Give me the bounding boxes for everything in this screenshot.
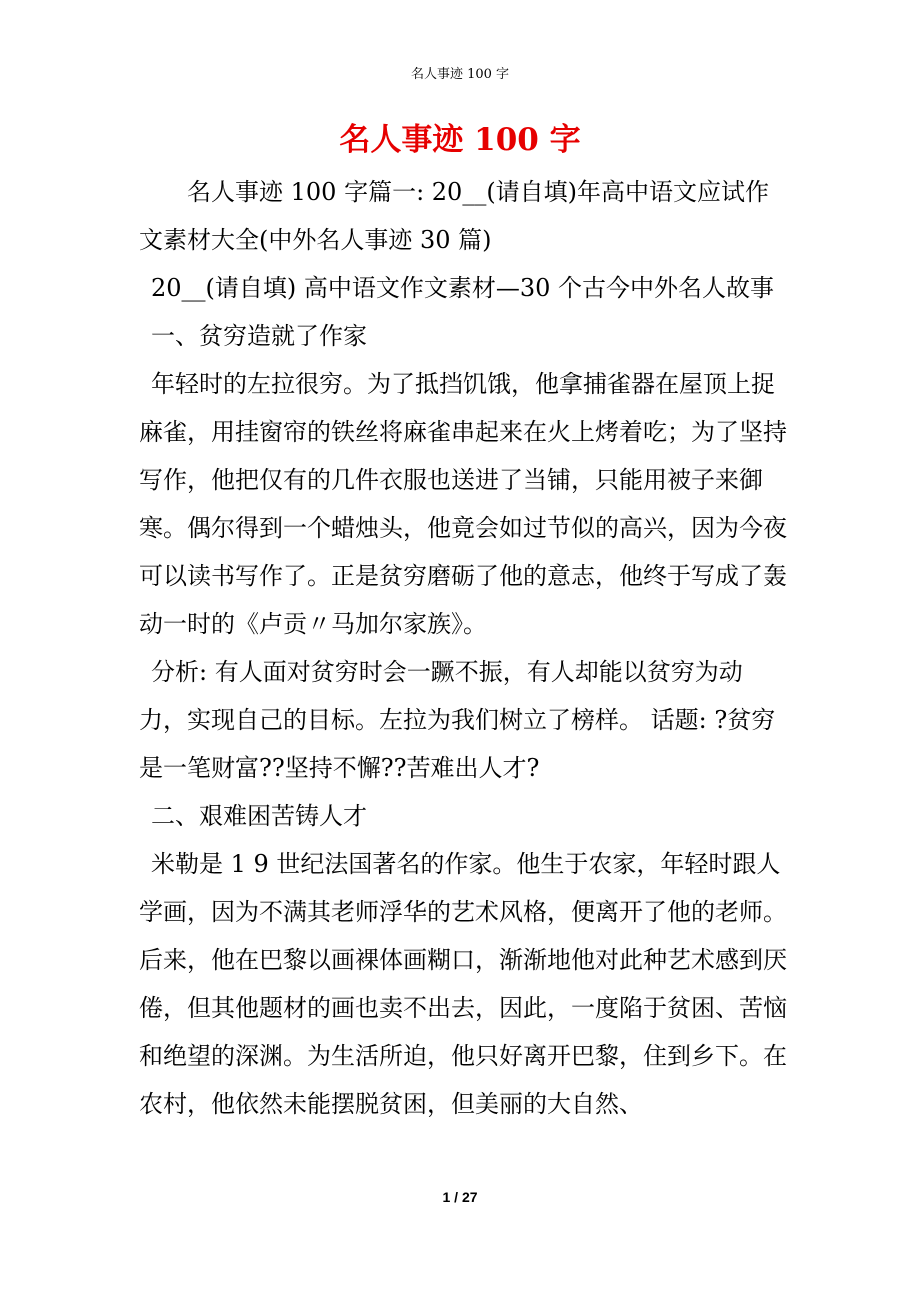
running-header: 名人事迹 100 字 [410, 67, 510, 82]
section-1-story: 年轻时的左拉很穷。为了抵挡饥饿，他拿捕雀器在屋顶上捉麻雀，用挂窗帘的铁丝将麻雀串起来在火上烤着吃；为了坚持写作，他把仅有的几件衣服也送进了当铺，只能用被子来御寒。偶尔得到一个蜡烛头，他竟会如过节似的高兴，因为今夜可以读书写作了。正是贫穷磨砺了他的意志，他终于写成了轰动一时的《卢贡〃马加尔家族》。 [139, 370, 787, 638]
subtitle-paragraph: 20__(请自填) 高中语文作文素材—30 个古今中外名人故事 [151, 274, 775, 302]
section-2-story: 米勒是 1 9 世纪法国著名的作家。他生于农家，年轻时跟人学画，因为不满其老师浮华的艺术风格，便离开了他的老师。后来，他在巴黎以画裸体画糊口，渐渐地他对此种艺术感到厌倦，但其他题材的画也卖不出去，因此，一度陷于贫困、苦恼和绝望的深渊。为生活所迫，他只好离开巴黎，住到乡下。在农村，他依然未能摆脱贫困，但美丽的大自然、 [139, 850, 787, 1118]
document-body [139, 168, 789, 1128]
page-number: 1 / 27 [442, 1189, 478, 1205]
section-1-analysis: 分析: 有人面对贫穷时会一蹶不振，有人却能以贫穷为动力，实现自己的目标。左拉为我们树立了榜样。 话题: ?贫穷是一笔财富??坚持不懈??苦难出人才? [139, 658, 776, 782]
intro-paragraph: 名人事迹 100 字篇一: 20__(请自填)年高中语文应试作文素材大全(中外名人事迹 30 篇) [139, 178, 770, 254]
section-2-heading: 二、艰难困苦铸人才 [151, 802, 367, 830]
section-1-heading: 一、贫穷造就了作家 [151, 322, 367, 350]
document-title: 名人事迹 100 字 [339, 122, 581, 158]
